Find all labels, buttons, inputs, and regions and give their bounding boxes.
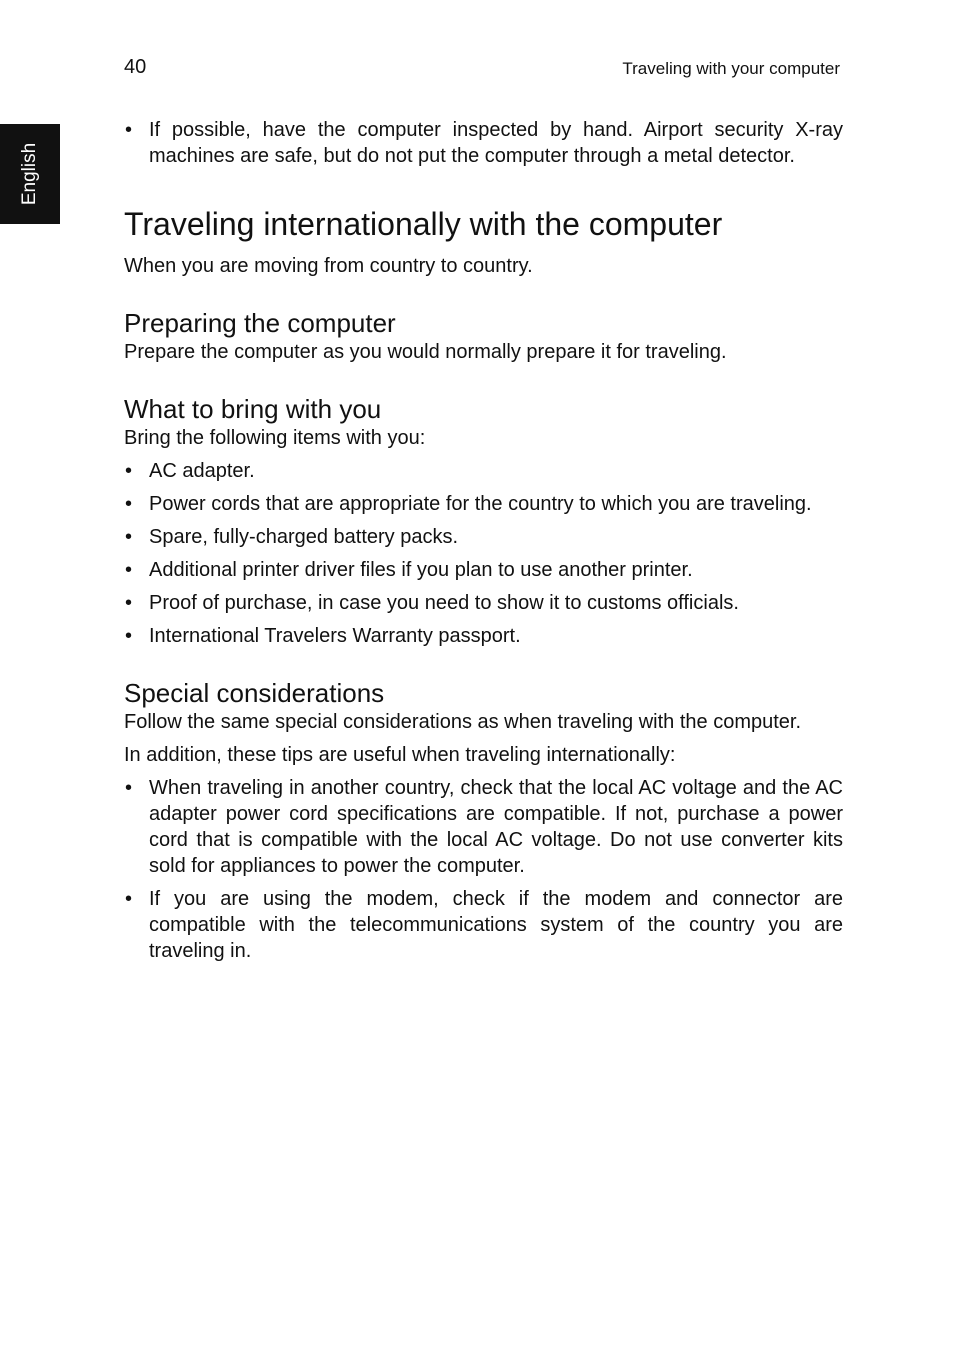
paragraph: Follow the same special considerations as when traveling with the computer. bbox=[124, 711, 802, 733]
bring-list bbox=[124, 458, 843, 649]
language-tab bbox=[0, 124, 60, 224]
page-number: 40 bbox=[124, 56, 147, 78]
page-title: Traveling internationally with the computer bbox=[124, 206, 723, 242]
list-item: • Proof of purchase, in case you need to show it to customs officials. bbox=[124, 590, 843, 616]
paragraph: In addition, these tips are useful when traveling internationally: bbox=[124, 744, 676, 766]
section-heading: Special considerations bbox=[124, 678, 385, 708]
section-heading: What to bring with you bbox=[124, 394, 382, 424]
section-heading: Preparing the computer bbox=[124, 308, 396, 338]
title-intro: When you are moving from country to country. bbox=[124, 255, 533, 277]
paragraph: Bring the following items with you: bbox=[124, 427, 426, 449]
list-item: • AC adapter. bbox=[124, 458, 843, 484]
intro-bullet-list bbox=[124, 117, 843, 169]
list-item: • Power cords that are appropriate for the country to which you are traveling. bbox=[124, 491, 843, 517]
paragraph: Prepare the computer as you would normally prepare it for traveling. bbox=[124, 341, 727, 363]
list-item: • If you are using the modem, check if the modem and connector are compatible with the telecommunications system of the country you are traveling in. bbox=[124, 886, 843, 964]
language-tab-label: English bbox=[19, 142, 40, 206]
tips-list bbox=[124, 775, 843, 964]
section-special-considerations bbox=[124, 677, 843, 964]
list-item: • International Travelers Warranty passport. bbox=[124, 623, 843, 649]
page-content bbox=[124, 117, 843, 971]
section-preparing bbox=[124, 307, 843, 365]
list-item: • If possible, have the computer inspected by hand. Airport security X-ray machines are safe, but do not put the computer through a metal detector. bbox=[124, 117, 843, 169]
list-item: • Additional printer driver files if you plan to use another printer. bbox=[124, 557, 843, 583]
list-item: • When traveling in another country, check that the local AC voltage and the AC adapter power cord specifications are compatible. If not, purchase a power cord that is compatible with the local AC voltage. Do not use converter kits sold for appliances to power the computer. bbox=[124, 775, 843, 879]
section-what-to-bring bbox=[124, 393, 843, 649]
running-header: Traveling with your computer bbox=[622, 59, 840, 78]
list-item: • Spare, fully-charged battery packs. bbox=[124, 524, 843, 550]
